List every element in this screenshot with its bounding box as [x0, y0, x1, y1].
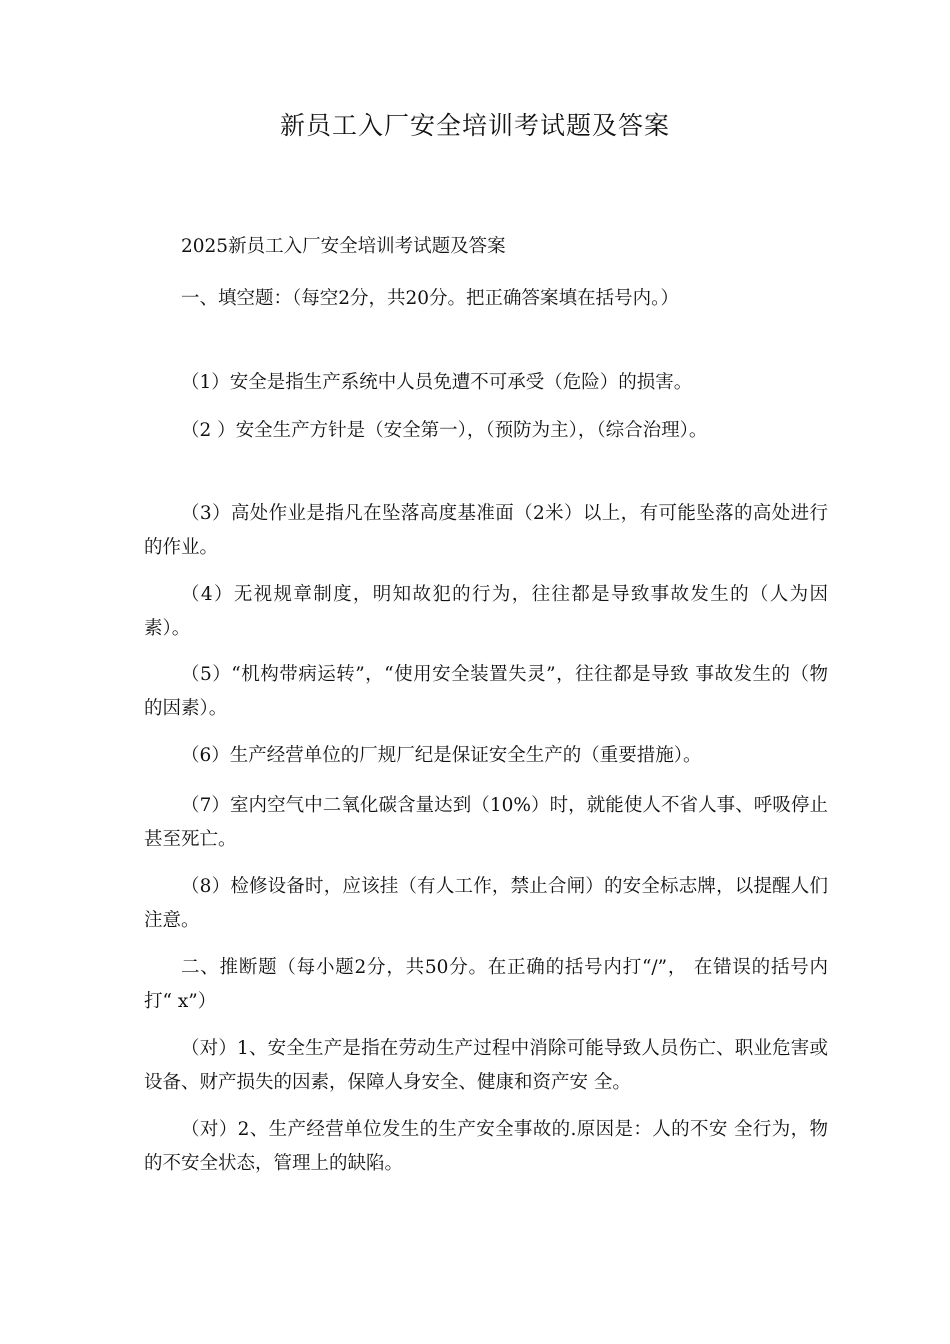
fill-blank-item-2: （2 ）安全生产方针是（安全第一），（预防为主），（综合治理）。	[181, 420, 708, 441]
section1-heading: 一、填空题：（每空2分，共20分。把正确答案填在括号内。）	[181, 288, 679, 309]
document-title: 新员工入厂安全培训考试题及答案	[279, 111, 670, 140]
fill-blank-item-6: （6）生产经营单位的厂规厂纪是保证安全生产的（重要措施）。	[181, 745, 702, 766]
fill-blank-item-8: （8）检修设备时，应该挂（有人工作，禁止合闸）的安全标志牌，以提醒人们注意。	[144, 876, 828, 931]
fill-blank-item-5: （5）“机构带病运转”，“使用安全装置失灵”，往往都是导致 事故发生的（物的因素）。	[144, 664, 828, 719]
judgment-item-2: （对）2、生产经营单位发生的生产安全事故的.原因是：人的不安 全行为，物的不安全状态，管理上的缺陷。	[144, 1119, 828, 1174]
fill-blank-item-4: （4）无视规章制度，明知故犯的行为，往往都是导致事故发生的（人为因素）。	[144, 584, 828, 639]
fill-blank-item-1: （1）安全是指生产系统中人员免遭不可承受（危险）的损害。	[181, 372, 693, 393]
judgment-item-1: （对）1、安全生产是指在劳动生产过程中消除可能导致人员伤亡、职业危害或设备、财产损失的因素，保障人身安全、健康和资产安 全。	[144, 1038, 828, 1093]
document-subtitle: 2025新员工入厂安全培训考试题及答案	[181, 236, 506, 257]
section2-heading: 二、推断题（每小题2分，共50分。在正确的括号内打“/”， 在错误的括号内打“ x”）	[144, 957, 828, 1012]
fill-blank-item-3: （3）高处作业是指凡在坠落高度基准面（2米）以上，有可能坠落的高处进行的作业。	[144, 503, 828, 558]
fill-blank-item-7: （7）室内空气中二氧化碳含量达到（10%）时，就能使人不省人事、呼吸停止甚至死亡。	[144, 795, 828, 850]
